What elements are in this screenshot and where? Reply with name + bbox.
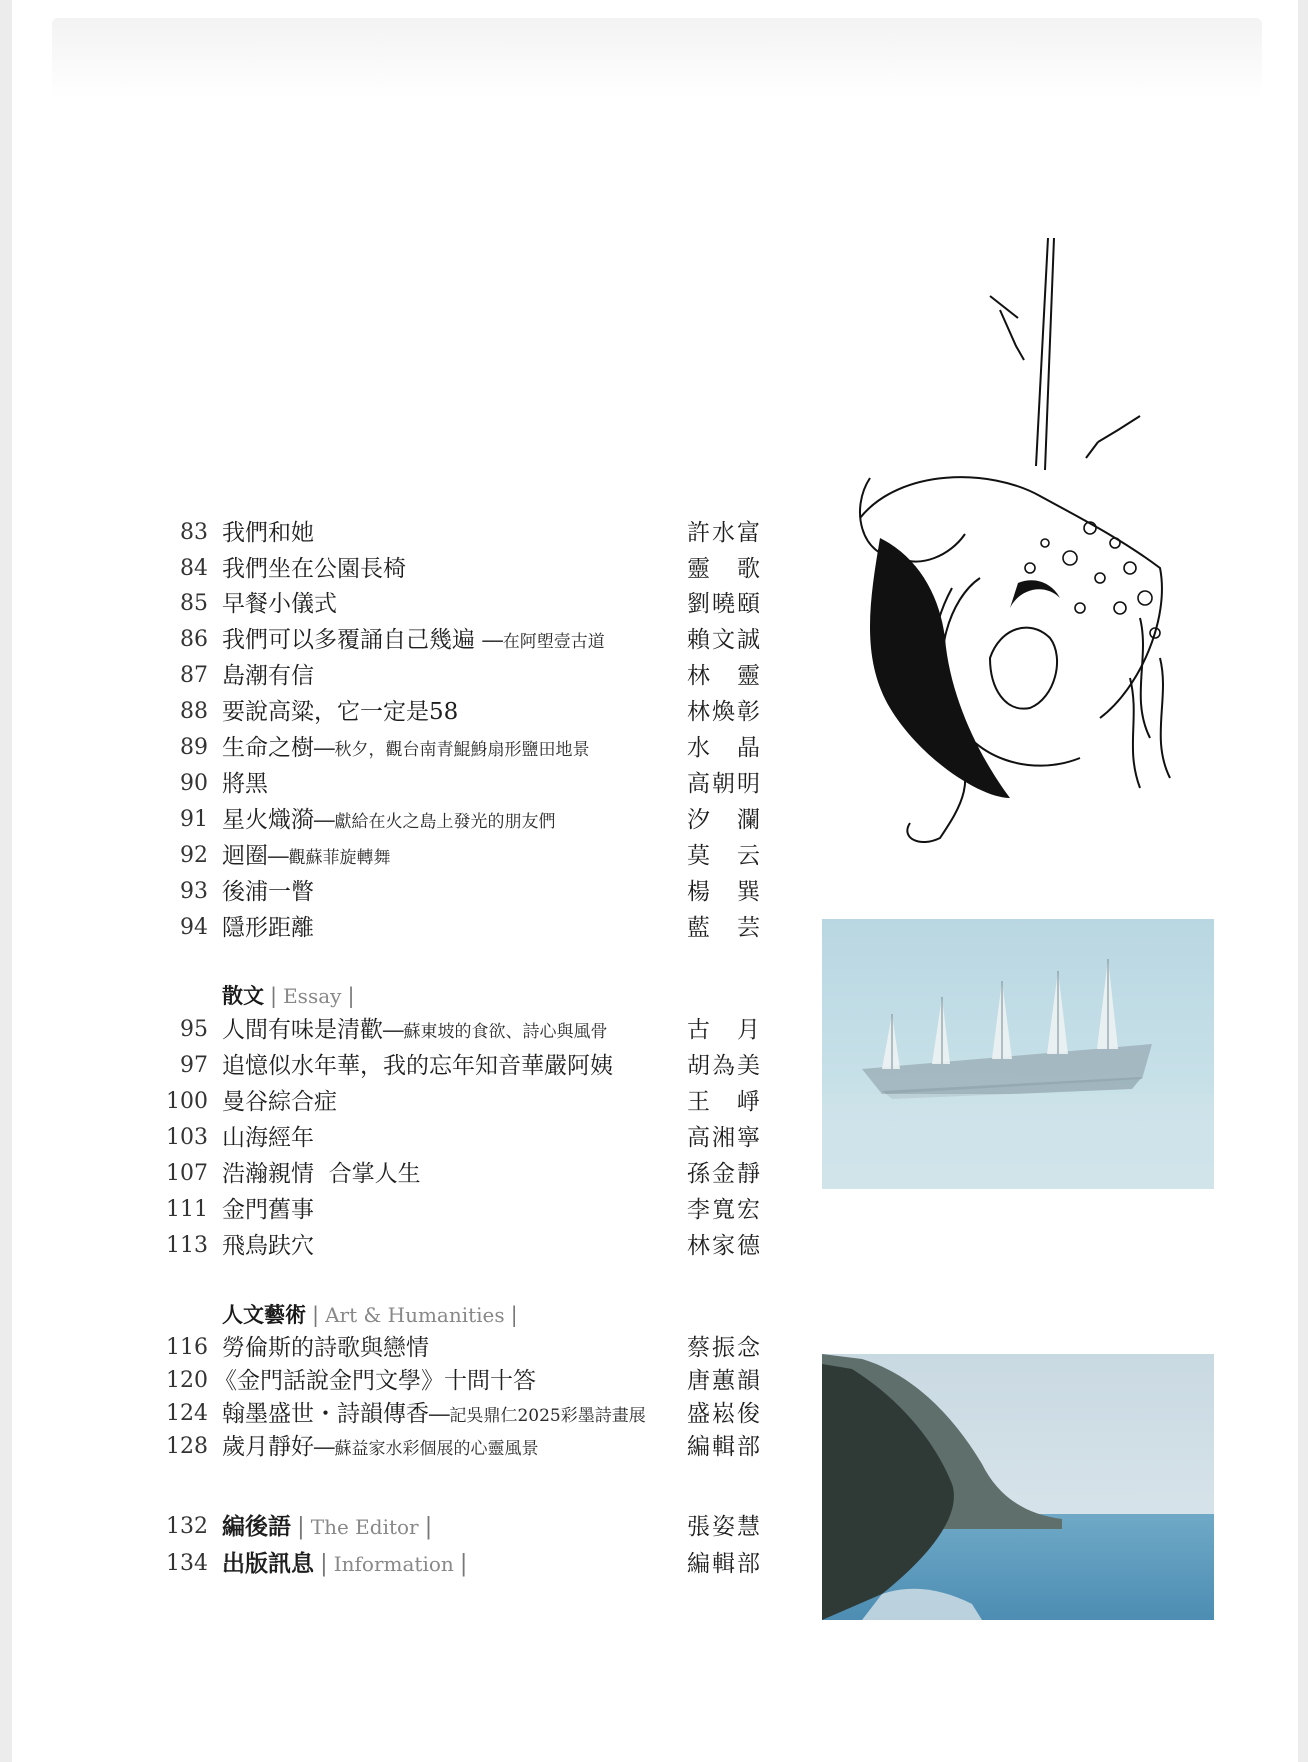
toc-row [162,1049,762,1083]
article-title [222,1085,337,1119]
dash-separator: ── [314,812,335,832]
page-number: 120 [166,1368,208,1393]
section-english: Essay [283,984,342,1008]
author-name: 林家德 [687,1233,760,1259]
page-number: 128 [166,1434,208,1459]
author-name: 靈歌 [687,556,760,582]
toc-row [162,1157,762,1191]
article-subtitle: 蘇東坡的食欲、詩心與風骨 [403,1022,608,1042]
dash-separator: ── [482,632,503,652]
page-number: 95 [180,1017,208,1042]
dash-separator: ── [429,1406,450,1426]
author-name: 劉曉頤 [687,591,760,617]
toc-row [162,731,762,765]
dash-separator: ── [383,1022,404,1042]
title-text: 我們可以多覆誦自己幾遍 [222,627,475,653]
page-number: 111 [166,1197,208,1222]
author-name: 賴文誠 [687,627,760,653]
title-text: 飛鳥趺穴 [222,1233,314,1259]
toc-row [162,587,762,621]
article-title [222,659,314,693]
article-title [222,1049,613,1083]
toc-row [162,1331,762,1365]
title-english: Information [333,1552,454,1576]
article-title [222,803,555,839]
toc-row [162,516,762,550]
title-text: 歲月靜好 [222,1434,314,1460]
title-text: 將黑 [222,771,268,797]
toc-row [162,839,762,873]
article-subtitle: 記吳鼎仁2025彩墨詩畫展 [449,1406,646,1426]
page-number: 107 [166,1161,208,1186]
dash-separator: ── [314,1439,335,1459]
article-title [222,1193,314,1227]
toc-row [162,695,762,729]
article-title [222,1547,474,1581]
author-name: 編輯部 [687,1551,760,1577]
bar-separator: | [312,1303,320,1327]
title-text: 勞倫斯的詩歌與戀情 [222,1335,429,1361]
title-text: 曼谷綜合症 [222,1089,337,1115]
page-number: 92 [180,843,208,868]
article-title [222,623,605,659]
article-subtitle: 在阿塱壹古道 [502,632,605,652]
article-title [222,911,314,945]
article-title [222,731,589,767]
toc-row [162,803,762,837]
toc-row [162,1430,762,1464]
article-title [222,1331,429,1365]
title-text: 翰墨盛世・詩韻傳香 [222,1401,429,1427]
toc-row [162,552,762,586]
article-title [222,1430,538,1466]
page-number: 86 [180,627,208,652]
toc-row [162,1121,762,1155]
title-text: 追憶似水年華，我的忘年知音華嚴阿姨 [222,1053,613,1079]
title-text: 後浦一瞥 [222,879,314,905]
page-number: 87 [180,663,208,688]
bar-separator: | [320,1551,328,1577]
page-number: 124 [166,1401,208,1426]
author-name: 張姿慧 [687,1514,760,1540]
title-text: 我們和她 [222,520,314,546]
section-title: 人文藝術 [222,1302,306,1327]
toc-row [162,659,762,693]
article-subtitle: 秋夕，觀台南青鯤鯓扇形鹽田地景 [334,740,590,760]
article-subtitle: 觀蘇菲旋轉舞 [288,848,391,868]
toc-row [162,1229,762,1263]
page-number: 132 [166,1514,208,1539]
toc-row [162,911,762,945]
title-english: The Editor [310,1515,419,1539]
author-name: 王崢 [687,1089,760,1115]
toc-row [162,767,762,801]
page-number: 90 [180,771,208,796]
title-text: 金門舊事 [222,1197,314,1223]
article-title [222,1397,646,1433]
page-number: 94 [180,915,208,940]
article-subtitle: 蘇益家水彩個展的心靈風景 [334,1439,539,1459]
article-title [222,875,314,909]
article-title [222,1157,421,1191]
title-text: 《金門話說金門文學》十問十答 [214,1368,536,1394]
ship-image [822,919,1214,1189]
author-name: 許水富 [687,520,760,546]
author-name: 水晶 [687,735,760,761]
article-title [214,1364,536,1398]
section-heading-essay [222,979,361,1013]
article-title [222,695,458,729]
photo-ship-in-fog [822,919,1214,1189]
line-art-illustration [840,238,1206,878]
title-text: 山海經年 [222,1125,314,1151]
article-title [222,1510,438,1544]
toc-row [162,1085,762,1119]
page-number: 91 [180,807,208,832]
author-name: 高湘寧 [687,1125,760,1151]
section-english: Art & Humanities [325,1303,505,1327]
section-heading-art [222,1298,524,1332]
author-name: 莫云 [687,843,760,869]
page-number: 84 [180,556,208,581]
page-number: 89 [180,735,208,760]
title-text: 我們坐在公園長椅 [222,556,406,582]
page-number: 85 [180,591,208,616]
title-text: 島潮有信 [222,663,314,689]
author-name: 李寬宏 [687,1197,760,1223]
title-text: 生命之樹 [222,735,314,761]
bar-separator: | [270,984,278,1008]
title-text: 出版訊息 [222,1550,314,1577]
title-text: 星火熾漪 [222,807,314,833]
author-name: 林靈 [687,663,760,689]
page-number: 83 [180,520,208,545]
toc-row [162,875,762,909]
page-number: 97 [180,1053,208,1078]
page-number: 113 [166,1233,208,1258]
article-subtitle: 獻給在火之島上發光的朋友們 [334,812,556,832]
bar-separator: | [347,984,355,1008]
toc-row [162,1013,762,1047]
title-text: 要說高粱，它一定是58 [222,699,459,725]
toc-row [162,1510,762,1544]
page-number: 93 [180,879,208,904]
magazine-page [12,0,1298,1762]
author-name: 藍芸 [687,915,760,941]
author-name: 古月 [687,1017,760,1043]
title-text: 編後語 [222,1513,291,1540]
page-number: 103 [166,1125,208,1150]
title-text: 隱形距離 [222,915,314,941]
toc-row [162,1364,762,1398]
photo-coastal-cliff [822,1354,1214,1620]
page-number: 116 [166,1335,208,1360]
author-name: 蔡振念 [687,1335,760,1361]
author-name: 林煥彰 [687,699,760,725]
page-number: 100 [166,1089,208,1114]
article-title [222,1013,607,1049]
title-text: 人間有味是清歡 [222,1017,383,1043]
author-name: 汐瀾 [687,807,760,833]
toc-row [162,1397,762,1431]
article-title [222,839,390,875]
page-number: 134 [166,1551,208,1576]
toc-row [162,1547,762,1581]
author-name: 盛崧俊 [687,1401,760,1427]
bar-separator: | [510,1303,518,1327]
toc-row [162,623,762,657]
article-title [222,1229,314,1263]
cliff-image [822,1354,1214,1620]
dash-separator: ── [314,740,335,760]
title-text: 浩瀚親情 合掌人生 [222,1161,421,1187]
dash-separator: ── [268,848,289,868]
article-title [222,516,314,550]
author-name: 楊巽 [687,879,760,905]
author-name: 編輯部 [687,1434,760,1460]
article-title [222,552,406,586]
section-title: 散文 [222,983,264,1008]
title-text: 迴圈 [222,843,268,869]
bar-separator: | [459,1551,468,1577]
author-name: 孫金靜 [687,1161,760,1187]
bar-separator: | [297,1514,305,1540]
bar-separator: | [424,1514,433,1540]
author-name: 高朝明 [687,771,760,797]
article-title [222,767,268,801]
author-name: 唐蕙韻 [687,1368,760,1394]
article-title [222,587,337,621]
title-text: 早餐小儀式 [222,591,337,617]
page-number: 88 [180,699,208,724]
toc-row [162,1193,762,1227]
page-top-shadow [52,18,1262,98]
author-name: 胡為美 [687,1053,760,1079]
article-title [222,1121,314,1155]
